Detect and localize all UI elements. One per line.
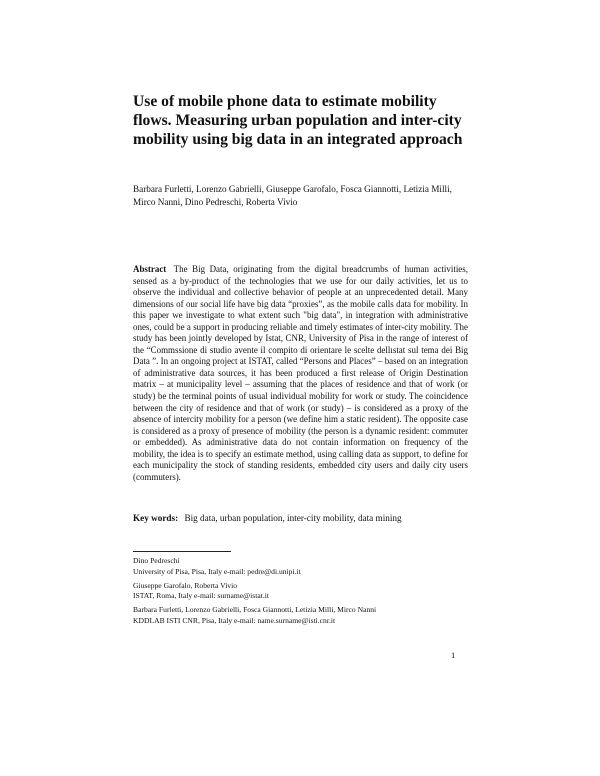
footnote-divider: [133, 551, 231, 552]
footnote-names: Giuseppe Garofalo, Roberta Vivio: [133, 580, 238, 590]
keywords-label: Key words:: [133, 513, 179, 523]
keywords: [133, 512, 468, 524]
author-list: Barbara Furletti, Lorenzo Gabrielli, Giuseppe Garofalo, Fosca Giannotti, Letizia Milli, Mirco Nanni, Dino Pedreschi, Roberta Vivio: [133, 184, 452, 207]
page-number: 1: [451, 650, 456, 660]
footnote-address: ISTAT, Roma, Italy e-mail: surname@istat.it: [133, 591, 269, 600]
footnote-affiliation: [133, 556, 468, 577]
footnote-affiliation: [133, 605, 468, 626]
abstract: [133, 264, 468, 483]
footnote-address: KDDLAB ISTI CNR, Pisa, Italy e-mail: name.surname@isti.cnr.it: [133, 615, 336, 625]
footnotes: [133, 556, 468, 630]
abstract-label: Abstract: [133, 264, 167, 274]
footnote-address: University of Pisa, Pisa, Italy e-mail: pedre@di.unipi.it: [133, 566, 301, 576]
abstract-text: The Big Data, originating from the digital breadcrumbs of human activities, sensed as a by-product of the technologies that we use for our daily activities, let us to observe the individual and collective behavior of people at an unprecedented detail. Many dimensions of our social life have big data “proxies”, as the mobile calls data for mobility. In this paper we investigate to what extent such "big data", in integration with administrative ones, could be a support in producing reliable and timely estimates of inter-city mobility. The study has been jointly developed by Istat, CNR, University of Pisa in the range of interest of the “Commssione di studio avente il compito di orientare le scelte dellıstat sul tema dei Big Data ”. In an ongoing project at ISTAT, called “Persons and Places” – based on an integration of administrative data sources, it has been produced a first release of Origin Destination matrix – at municipality level – assuming that the places of residence and that of work (or study) be the terminal points of usual individual mobility for work or study. The coincidence between the city of residence and that of work (or study) – is considered as a proxy of the absence of intercity mobility for a person (we define him a static resident). The opposite case is considered as a proxy of presence of mobility (the person is a dynamic resident: commuter or embedded). As administrative data do not contain information on frequency of the mobility, the idea is to specify an estimate method, using calling data as support, to define for each municipality the stock of standing residents, embedded city users and daily city users (commuters).: [133, 264, 468, 482]
keywords-text: Big data, urban population, inter-city mobility, data mining: [184, 513, 402, 523]
footnote-names: Barbara Furletti, Lorenzo Gabrielli, Fosca Giannotti, Letizia Milli, Mirco Nanni: [133, 605, 377, 614]
footnote-affiliation: [133, 581, 468, 602]
footnote-names: Dino Pedreschi: [133, 556, 180, 565]
paper-title: Use of mobile phone data to estimate mobility flows. Measuring urban population and inter-city mobility using big data in an integrated approach: [133, 93, 463, 148]
